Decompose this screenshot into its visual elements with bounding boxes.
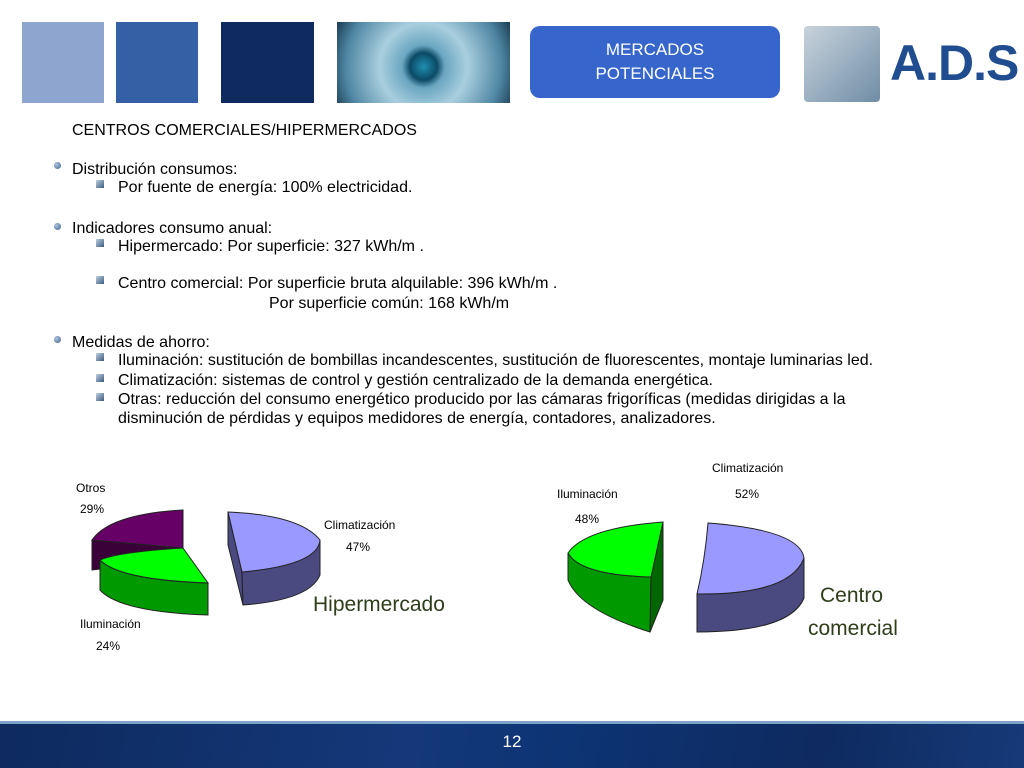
value-climatizacion: 47%	[346, 540, 371, 554]
sub-bullet-text: Iluminación: sustitución de bombillas incandescentes, sustitución de fluorescentes, montaje luminarias led.	[118, 352, 874, 369]
bullet-text: Distribución consumos:	[72, 161, 238, 178]
bullet-text: Medidas de ahorro:	[72, 334, 210, 351]
chart-title-line-2: comercial	[808, 617, 898, 640]
chart-title-line-1: Centro	[820, 584, 884, 607]
title-line-2: POTENCIALES	[595, 64, 715, 83]
value-otros: 29%	[80, 502, 105, 516]
sub-bullet-text: Por superficie común: 168 kWh/m	[269, 295, 510, 312]
label-iluminacion: Iluminación	[80, 617, 141, 631]
label-otros: Otros	[76, 481, 106, 495]
section-heading: CENTROS COMERCIALES/HIPERMERCADOS	[72, 122, 417, 139]
sub-bullet-text: Por fuente de energía: 100% electricidad.	[118, 179, 413, 196]
sub-bullet-text: Centro comercial: Por superficie bruta alquilable: 396 kWh/m .	[118, 275, 558, 292]
logo-text: A.D.S	[890, 35, 1019, 91]
sub-bullet-text: disminución de pérdidas y equipos medidores de energía, contadores, analizadores.	[118, 410, 716, 427]
bullet-text: Indicadores consumo anual:	[72, 220, 273, 237]
sub-bullet-text: Climatización: sistemas de control y gestión centralizado de la demanda energética.	[118, 372, 713, 389]
title-line-1: MERCADOS	[605, 40, 705, 59]
label-climatizacion: Climatización	[324, 518, 396, 532]
label-climatizacion: Climatización	[712, 461, 784, 475]
value-climatizacion: 52%	[735, 487, 760, 501]
pie-hipermercado	[92, 510, 320, 615]
pie-centro-comercial	[568, 522, 804, 632]
sub-bullet-text: Hipermercado: Por superficie: 327 kWh/m .	[118, 238, 424, 255]
page-number: 12	[502, 732, 522, 751]
label-iluminacion: Iluminación	[557, 487, 618, 501]
value-iluminacion: 48%	[575, 512, 600, 526]
sub-bullet-text: Otras: reducción del consumo energético producido por las cámaras frigoríficas (medidas dirigidas a la	[118, 391, 846, 408]
chart-title-hipermercado: Hipermercado	[313, 593, 445, 616]
value-iluminacion: 24%	[96, 639, 121, 653]
